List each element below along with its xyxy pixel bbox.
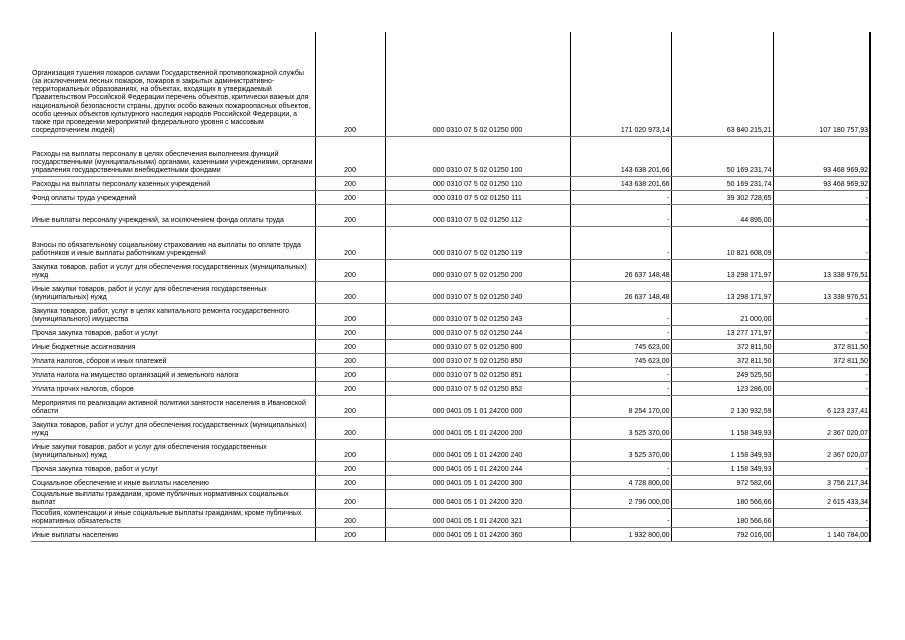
row-unexecuted-amount: 13 338 976,51 <box>773 281 870 303</box>
row-budget-code: 000 0401 05 1 01 24200 320 <box>385 489 570 508</box>
row-executed-amount: 1 158 349,93 <box>671 461 773 475</box>
row-executed-amount: 792 016,00 <box>671 527 773 541</box>
row-approved-amount: - <box>570 367 671 381</box>
row-line-code: 200 <box>315 395 385 417</box>
row-approved-amount: 4 728 800,00 <box>570 475 671 489</box>
table-row <box>31 353 870 367</box>
row-budget-code: 000 0310 07 5 02 01250 110 <box>385 176 570 190</box>
row-executed-amount: 63 840 215,21 <box>671 32 773 136</box>
row-unexecuted-amount: 372 811,50 <box>773 353 870 367</box>
row-name: Прочая закупка товаров, работ и услуг <box>31 325 315 339</box>
row-line-code: 200 <box>315 381 385 395</box>
row-approved-amount: - <box>570 461 671 475</box>
row-executed-amount: 39 302 728,65 <box>671 190 773 204</box>
row-executed-amount: 249 525,50 <box>671 367 773 381</box>
row-line-code: 200 <box>315 176 385 190</box>
row-approved-amount: 745 623,00 <box>570 353 671 367</box>
row-unexecuted-amount: 13 338 976,51 <box>773 259 870 281</box>
row-unexecuted-amount: - <box>773 508 870 527</box>
row-unexecuted-amount: 93 468 969,92 <box>773 176 870 190</box>
row-unexecuted-amount: - <box>773 325 870 339</box>
row-line-code: 200 <box>315 136 385 176</box>
row-name: Иные выплаты населению <box>31 527 315 541</box>
row-unexecuted-amount: 2 367 020,07 <box>773 439 870 461</box>
table-row <box>31 32 870 136</box>
row-name: Организация тушения пожаров силами Государственной противопожарной службы (за исключением лесных пожаров, пожаров в закрытых административно-территориальных образованиях, на объектах, входящих в утверждаемый Правительством Российской Федерации перечень объектов, критически важных для национальной безопасности страны, других особо важных пожароопасных объектов, особо ценных объектов культурного наследия народов Российской Федерации, а также при проведении мероприятий федерального уровня с массовым сосредоточением людей) <box>31 32 315 136</box>
row-budget-code: 000 0401 05 1 01 24200 360 <box>385 527 570 541</box>
row-executed-amount: 123 286,00 <box>671 381 773 395</box>
row-unexecuted-amount: 2 615 433,34 <box>773 489 870 508</box>
row-unexecuted-amount: 2 367 020,07 <box>773 417 870 439</box>
row-budget-code: 000 0310 07 5 02 01250 850 <box>385 353 570 367</box>
row-executed-amount: 21 000,00 <box>671 303 773 325</box>
row-budget-code: 000 0310 07 5 02 01250 000 <box>385 32 570 136</box>
row-line-code: 200 <box>315 439 385 461</box>
table-row <box>31 226 870 259</box>
row-unexecuted-amount: - <box>773 367 870 381</box>
table-row <box>31 395 870 417</box>
row-executed-amount: 2 130 932,59 <box>671 395 773 417</box>
row-unexecuted-amount: - <box>773 461 870 475</box>
row-line-code: 200 <box>315 303 385 325</box>
table-row <box>31 204 870 226</box>
row-budget-code: 000 0310 07 5 02 01250 243 <box>385 303 570 325</box>
row-approved-amount: - <box>570 226 671 259</box>
row-executed-amount: 13 298 171,97 <box>671 281 773 303</box>
row-budget-code: 000 0310 07 5 02 01250 800 <box>385 339 570 353</box>
row-approved-amount: - <box>570 303 671 325</box>
row-unexecuted-amount: - <box>773 190 870 204</box>
row-name: Мероприятия по реализации активной политики занятости населения в Ивановской области <box>31 395 315 417</box>
row-name: Прочая закупка товаров, работ и услуг <box>31 461 315 475</box>
row-line-code: 200 <box>315 259 385 281</box>
row-budget-code: 000 0310 07 5 02 01250 100 <box>385 136 570 176</box>
row-budget-code: 000 0401 05 1 01 24200 240 <box>385 439 570 461</box>
row-unexecuted-amount: - <box>773 303 870 325</box>
row-line-code: 200 <box>315 281 385 303</box>
row-name: Уплата налогов, сборов и иных платежей <box>31 353 315 367</box>
row-unexecuted-amount: - <box>773 226 870 259</box>
row-executed-amount: 50 169 231,74 <box>671 136 773 176</box>
row-budget-code: 000 0310 07 5 02 01250 244 <box>385 325 570 339</box>
table-row <box>31 508 870 527</box>
table-row <box>31 417 870 439</box>
row-executed-amount: 180 566,66 <box>671 489 773 508</box>
table-row <box>31 339 870 353</box>
row-approved-amount: 3 525 370,00 <box>570 439 671 461</box>
row-approved-amount: - <box>570 325 671 339</box>
row-approved-amount: 171 020 973,14 <box>570 32 671 136</box>
row-approved-amount: 143 638 201,66 <box>570 176 671 190</box>
row-name: Фонд оплаты труда учреждений <box>31 190 315 204</box>
row-name: Закупка товаров, работ, услуг в целях капитального ремонта государственного (муниципального) имущества <box>31 303 315 325</box>
row-approved-amount: - <box>570 190 671 204</box>
row-budget-code: 000 0310 07 5 02 01250 119 <box>385 226 570 259</box>
row-name: Иные бюджетные ассигнования <box>31 339 315 353</box>
row-line-code: 200 <box>315 475 385 489</box>
row-unexecuted-amount: - <box>773 381 870 395</box>
row-name: Взносы по обязательному социальному страхованию на выплаты по оплате труда работников и иные выплаты работникам учреждений <box>31 226 315 259</box>
row-line-code: 200 <box>315 339 385 353</box>
row-executed-amount: 10 821 608,09 <box>671 226 773 259</box>
row-approved-amount: 1 932 800,00 <box>570 527 671 541</box>
row-line-code: 200 <box>315 489 385 508</box>
row-approved-amount: 2 796 000,00 <box>570 489 671 508</box>
table-row <box>31 136 870 176</box>
row-executed-amount: 1 158 349,93 <box>671 439 773 461</box>
table-row <box>31 281 870 303</box>
row-budget-code: 000 0310 07 5 02 01250 111 <box>385 190 570 204</box>
row-name: Расходы на выплаты персоналу в целях обеспечения выполнения функций государственными (муниципальными) органами, казенными учреждениями, органами управления государственными внебюджетными фондами <box>31 136 315 176</box>
row-line-code: 200 <box>315 226 385 259</box>
row-executed-amount: 972 582,66 <box>671 475 773 489</box>
row-name: Уплата налога на имущество организаций и земельного налога <box>31 367 315 381</box>
row-name: Иные закупки товаров, работ и услуг для обеспечения государственных (муниципальных) нужд <box>31 439 315 461</box>
row-budget-code: 000 0310 07 5 02 01250 200 <box>385 259 570 281</box>
row-executed-amount: 372 811,50 <box>671 353 773 367</box>
row-budget-code: 000 0401 05 1 01 24200 321 <box>385 508 570 527</box>
row-line-code: 200 <box>315 417 385 439</box>
row-line-code: 200 <box>315 527 385 541</box>
row-approved-amount: 8 254 170,00 <box>570 395 671 417</box>
row-name: Иные закупки товаров, работ и услуг для обеспечения государственных (муниципальных) нужд <box>31 281 315 303</box>
row-name: Социальное обеспечение и иные выплаты населению <box>31 475 315 489</box>
row-name: Уплата прочих налогов, сборов <box>31 381 315 395</box>
row-budget-code: 000 0401 05 1 01 24200 200 <box>385 417 570 439</box>
row-unexecuted-amount: 107 180 757,93 <box>773 32 870 136</box>
row-line-code: 200 <box>315 508 385 527</box>
row-unexecuted-amount: 1 140 784,00 <box>773 527 870 541</box>
row-line-code: 200 <box>315 353 385 367</box>
row-unexecuted-amount: - <box>773 204 870 226</box>
row-budget-code: 000 0310 07 5 02 01250 112 <box>385 204 570 226</box>
row-budget-code: 000 0310 07 5 02 01250 851 <box>385 367 570 381</box>
row-name: Социальные выплаты гражданам, кроме публичных нормативных социальных выплат <box>31 489 315 508</box>
row-executed-amount: 44 895,00 <box>671 204 773 226</box>
row-line-code: 200 <box>315 461 385 475</box>
table-row <box>31 527 870 541</box>
row-name: Закупка товаров, работ и услуг для обеспечения государственных (муниципальных) нужд <box>31 259 315 281</box>
table-row <box>31 489 870 508</box>
row-executed-amount: 372 811,50 <box>671 339 773 353</box>
row-approved-amount: - <box>570 508 671 527</box>
table-row <box>31 176 870 190</box>
table-row <box>31 303 870 325</box>
table-row <box>31 190 870 204</box>
row-budget-code: 000 0310 07 5 02 01250 240 <box>385 281 570 303</box>
row-name: Расходы на выплаты персоналу казенных учреждений <box>31 176 315 190</box>
row-line-code: 200 <box>315 190 385 204</box>
row-approved-amount: 3 525 370,00 <box>570 417 671 439</box>
row-name: Иные выплаты персоналу учреждений, за исключением фонда оплаты труда <box>31 204 315 226</box>
table-row <box>31 461 870 475</box>
table-row <box>31 259 870 281</box>
row-approved-amount: 143 638 201,66 <box>570 136 671 176</box>
row-approved-amount: 26 637 148,48 <box>570 281 671 303</box>
table-row <box>31 439 870 461</box>
budget-report-table <box>31 32 871 542</box>
row-approved-amount: - <box>570 204 671 226</box>
row-line-code: 200 <box>315 367 385 381</box>
row-approved-amount: 745 623,00 <box>570 339 671 353</box>
row-line-code: 200 <box>315 325 385 339</box>
row-unexecuted-amount: 372 811,50 <box>773 339 870 353</box>
table-row <box>31 325 870 339</box>
table-row <box>31 475 870 489</box>
row-name: Пособия, компенсации и иные социальные выплаты гражданам, кроме публичных нормативных обязательств <box>31 508 315 527</box>
row-executed-amount: 1 158 349,93 <box>671 417 773 439</box>
row-budget-code: 000 0401 05 1 01 24200 000 <box>385 395 570 417</box>
row-budget-code: 000 0401 05 1 01 24200 244 <box>385 461 570 475</box>
table-row <box>31 381 870 395</box>
row-executed-amount: 180 566,66 <box>671 508 773 527</box>
row-unexecuted-amount: 93 468 969,92 <box>773 136 870 176</box>
table-row <box>31 367 870 381</box>
row-executed-amount: 50 169 231,74 <box>671 176 773 190</box>
row-unexecuted-amount: 3 756 217,34 <box>773 475 870 489</box>
row-approved-amount: - <box>570 381 671 395</box>
row-name: Закупка товаров, работ и услуг для обеспечения государственных (муниципальных) нужд <box>31 417 315 439</box>
row-executed-amount: 13 277 171,97 <box>671 325 773 339</box>
row-unexecuted-amount: 6 123 237,41 <box>773 395 870 417</box>
row-line-code: 200 <box>315 32 385 136</box>
row-approved-amount: 26 637 148,48 <box>570 259 671 281</box>
row-budget-code: 000 0401 05 1 01 24200 300 <box>385 475 570 489</box>
report-table-body <box>31 32 870 541</box>
row-budget-code: 000 0310 07 5 02 01250 852 <box>385 381 570 395</box>
row-line-code: 200 <box>315 204 385 226</box>
row-executed-amount: 13 298 171,97 <box>671 259 773 281</box>
